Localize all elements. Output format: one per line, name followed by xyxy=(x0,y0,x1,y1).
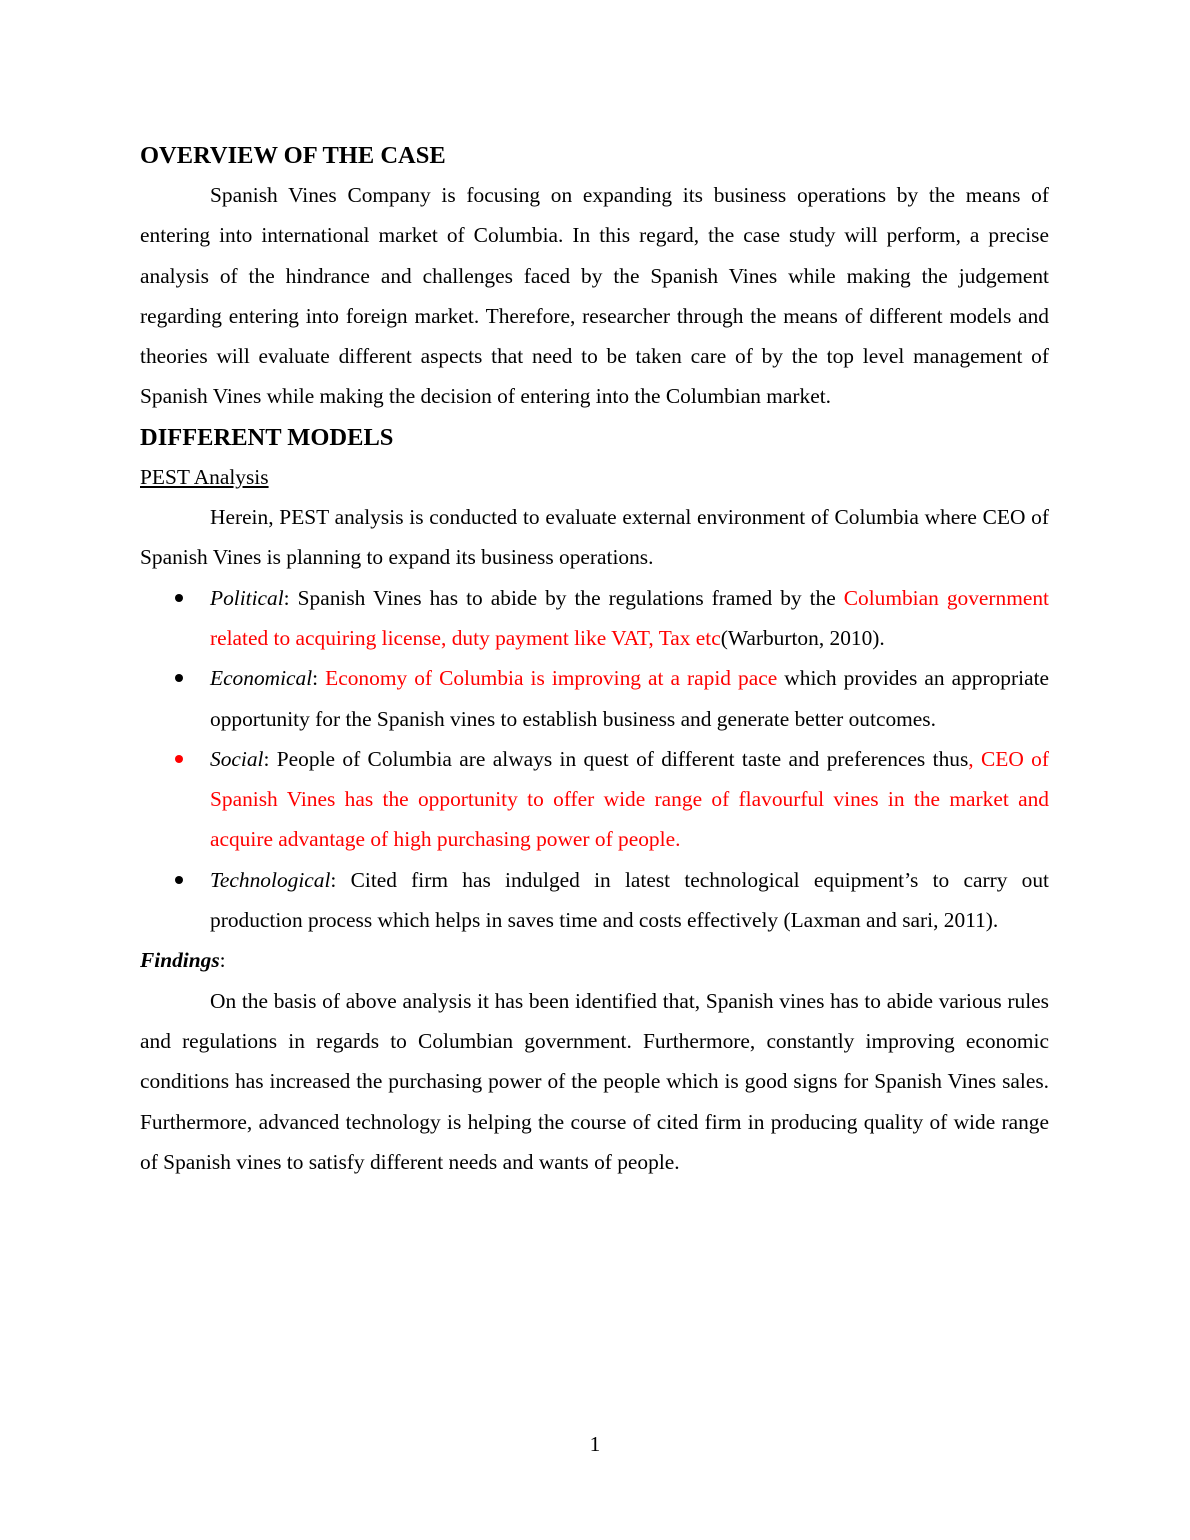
social-highlight: , CEO of Spanish Vines has the opportunity to offer wide range of flavourful vines in the market and acquire advantage of high purchasing power of people. xyxy=(210,746,1049,852)
bullet-icon xyxy=(175,755,183,763)
political-term: Political xyxy=(210,585,284,610)
economical-colon: : xyxy=(312,666,326,691)
pest-heading: PEST Analysis xyxy=(140,464,269,489)
overview-heading: OVERVIEW OF THE CASE xyxy=(140,142,446,169)
findings-paragraph: On the basis of above analysis it has been identified that, Spanish vines has to abide various rules and regulations in regards to Columbian government. Furthermore, constantly improving economic conditions has increased the purchasing power of the people which is good signs for Spanish Vines sales. Furthermore, advanced technology is helping the course of cited firm in producing quality of wide range of Spanish vines to satisfy different needs and wants of people. xyxy=(140,988,1049,1174)
bullet-icon xyxy=(175,876,183,884)
pest-list xyxy=(140,578,1049,941)
pest-item-social xyxy=(140,739,1049,860)
economical-term: Economical xyxy=(210,666,313,691)
political-citation: (Warburton, 2010). xyxy=(720,625,885,650)
bullet-icon xyxy=(175,594,183,602)
bullet-icon xyxy=(175,674,183,682)
overview-paragraph: Spanish Vines Company is focusing on expanding its business operations by the means of entering into international market of Columbia. In this regard, the case study will perform, a precise analysis of the hindrance and challenges faced by the Spanish Vines while making the judgement regarding entering into foreign market. Therefore, researcher through the means of different models and theories will evaluate different aspects that need to be taken care of by the top level management of Spanish Vines while making the decision of entering into the Columbian market. xyxy=(140,183,1049,409)
findings-label: Findings xyxy=(140,948,220,973)
social-text: : People of Columbia are always in quest of different taste and preferences thus xyxy=(263,746,969,771)
findings-heading xyxy=(140,940,1049,980)
social-term: Social xyxy=(210,746,264,771)
technological-text: : Cited firm has indulged in latest technological equipment’s to carry out production process which helps in saves time and costs effectively (Laxman and sari, 2011). xyxy=(210,867,1049,933)
economical-highlight: Economy of Columbia is improving at a rapid pace xyxy=(325,666,778,691)
page-number: 1 xyxy=(589,1432,601,1456)
models-heading: DIFFERENT MODELS xyxy=(140,423,394,451)
pest-item-political xyxy=(140,578,1049,659)
pest-item-technological xyxy=(140,860,1049,941)
pest-item-economical xyxy=(140,658,1049,739)
political-highlight: Columbian government related to acquiring license, duty payment like VAT, Tax etc xyxy=(210,585,1049,650)
technological-term: Technological xyxy=(210,867,331,892)
political-text: : Spanish Vines has to abide by the regulations framed by the xyxy=(283,585,844,610)
findings-colon: : xyxy=(219,948,226,973)
economical-text: which provides an appropriate opportunity for the Spanish vines to establish business and generate better outcomes. xyxy=(210,666,1049,731)
document-page xyxy=(140,137,1049,1182)
pest-intro-paragraph: Herein, PEST analysis is conducted to evaluate external environment of Columbia where CEO of Spanish Vines is planning to expand its business operations. xyxy=(140,505,1049,570)
